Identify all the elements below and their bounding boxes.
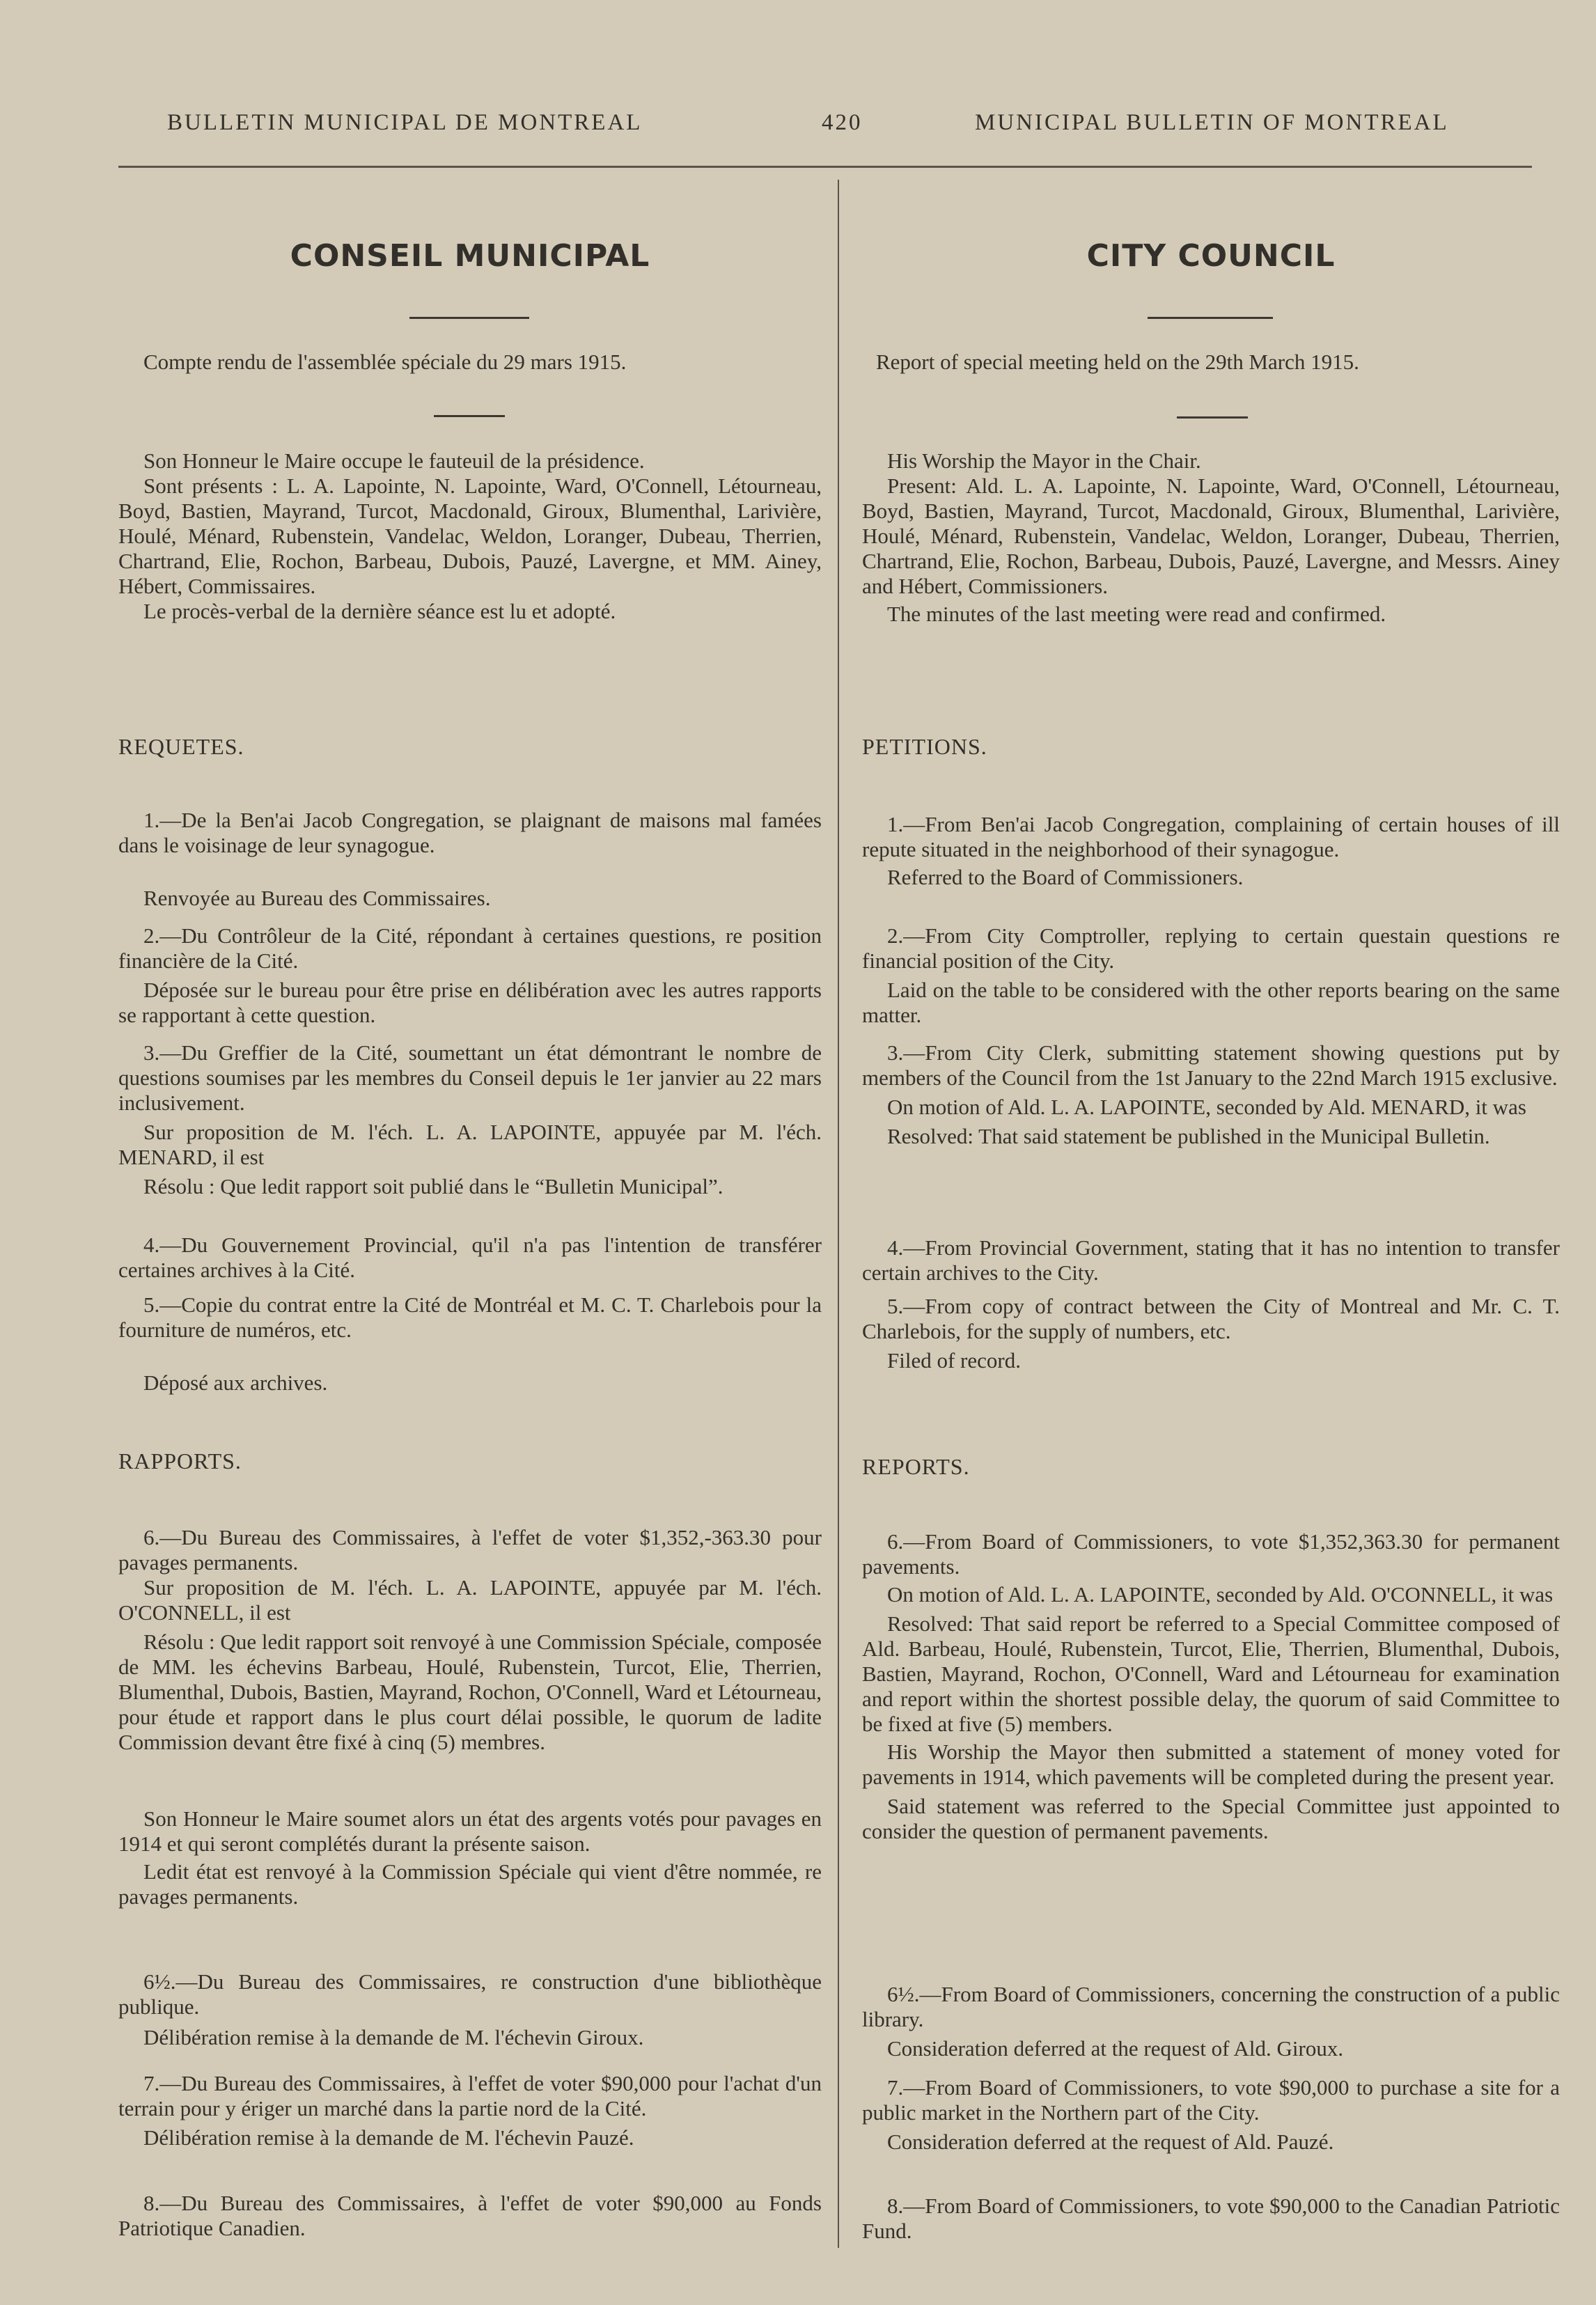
- english-president: His Worship the Mayor in the Chair.: [887, 448, 1201, 473]
- english-item-6-resolved: Resolved: That said report be referred to a Special Committee composed of Ald. Barbeau, Houlé, Rubenstein, Turcot, Elie, Therrien, Blumenthal, Dubois, Bastien, Mayrand, Rochon, O'Connell, Ward and Létourneau for examination and report within the shortest possible delay, the quorum of said Committee to be fixed at five (5) members.: [862, 1611, 1560, 1736]
- french-minutes: Le procès-verbal de la dernière séance est lu et adopté.: [143, 599, 616, 623]
- header-left-title: BULLETIN MUNICIPAL DE MONTREAL: [167, 110, 643, 135]
- french-item-7: 7.—Du Bureau des Commissaires, à l'effet de voter $90,000 pour l'achat d'un terrain pour y ériger un marché dans la partie nord de la Cité.: [118, 2071, 822, 2120]
- english-minutes: The minutes of the last meeting were read and confirmed.: [887, 602, 1386, 626]
- english-title-rule: [1148, 317, 1273, 319]
- english-item-7: 7.—From Board of Commissioners, to vote $90,000 to purchase a site for a public market in the Northern part of the City.: [862, 2075, 1560, 2125]
- french-item-3-motion: Sur proposition de M. l'éch. L. A. LAPOINTE, appuyée par M. l'éch. MENARD, il est: [118, 1120, 822, 1169]
- french-item-6-resolved: Résolu : Que ledit rapport soit renvoyé à une Commission Spéciale, composée de MM. les échevins Barbeau, Houlé, Rubenstein, Turcot, Elie, Therrien, Blumenthal, Dubois, Bastien, Mayrand, Rochon, O'Connell, Ward et Létourneau, pour étude et rapport dans le plus court délai possible, le quorum de ladite Commission devant être fixé à cinq (5) membres.: [118, 1630, 822, 1754]
- french-item-8: 8.—Du Bureau des Commissaires, à l'effet de voter $90,000 au Fonds Patriotique Canadien.: [118, 2191, 822, 2240]
- french-item-6-referred: Ledit état est renvoyé à la Commission Spéciale qui vient d'être nommée, re pavages permanents.: [118, 1859, 822, 1909]
- french-section-rapports: RAPPORTS.: [118, 1448, 242, 1474]
- french-attendance: [118, 448, 822, 624]
- english-item-3-motion: On motion of Ald. L. A. LAPOINTE, seconded by Ald. MENARD, it was: [887, 1095, 1526, 1119]
- english-section-petitions: PETITIONS.: [862, 734, 987, 759]
- french-subtitle-rule: [434, 415, 505, 417]
- english-item-6half-action: Consideration deferred at the request of Ald. Giroux.: [887, 2036, 1344, 2061]
- english-item-8: 8.—From Board of Commissioners, to vote $90,000 to the Canadian Patriotic Fund.: [862, 2194, 1560, 2243]
- french-item-7-action: Délibération remise à la demande de M. l'échevin Pauzé.: [143, 2125, 634, 2150]
- english-subtitle: Report of special meeting held on the 29th March 1915.: [876, 350, 1359, 374]
- french-subtitle: Compte rendu de l'assemblée spéciale du 29 mars 1915.: [143, 350, 627, 374]
- french-column: [118, 0, 822, 2305]
- english-item-5: 5.—From copy of contract between the City of Montreal and Mr. C. T. Charlebois, for the supply of numbers, etc.: [862, 1294, 1560, 1343]
- french-section-requetes: REQUETES.: [118, 734, 244, 759]
- english-title: CITY COUNCIL: [1086, 238, 1336, 274]
- page-number: 420: [822, 110, 863, 135]
- french-item-6half-action: Délibération remise à la demande de M. l'échevin Giroux.: [143, 2025, 644, 2049]
- french-item-3-resolved: Résolu : Que ledit rapport soit publié dans le “Bulletin Municipal”.: [143, 1174, 723, 1198]
- french-item-2-action: Déposée sur le bureau pour être prise en délibération avec les autres rapports se rapportant à cette question.: [118, 978, 822, 1027]
- english-item-2-action: Laid on the table to be considered with the other reports bearing on the same matter.: [862, 978, 1560, 1027]
- english-section-reports: REPORTS.: [862, 1454, 970, 1479]
- english-item-6half: 6½.—From Board of Commissioners, concerning the construction of a public library.: [862, 1982, 1560, 2031]
- french-item-3: 3.—Du Greffier de la Cité, soumettant un état démontrant le nombre de questions soumises par les membres du Conseil depuis le 1er janvier au 22 mars inclusivement.: [118, 1040, 822, 1115]
- french-item-2: 2.—Du Contrôleur de la Cité, répondant à certaines questions, re position financière de la Cité.: [118, 923, 822, 973]
- english-present: Present: Ald. L. A. Lapointe, N. Lapointe, Ward, O'Connell, Létourneau, Boyd, Bastien, Mayrand, Turcot, Macdonald, Giroux, Blumenthal, Larivière, Houlé, Ménard, Rubenstein, Vandelac, Weldon, Loranger, Dubeau, Therrien, Chartrand, Elie, Rochon, Barbeau, Dubois, Pauzé, Lavergne, and Messrs. Ainey and Hébert, Commissioners.: [862, 474, 1560, 598]
- french-item-5: 5.—Copie du contrat entre la Cité de Montréal et M. C. T. Charlebois pour la fourniture de numéros, etc.: [118, 1292, 822, 1342]
- french-title-rule: [409, 317, 529, 319]
- column-divider: [838, 180, 839, 2248]
- french-item-5-action: Déposé aux archives.: [143, 1370, 328, 1395]
- english-item-1: 1.—From Ben'ai Jacob Congregation, complaining of certain houses of ill repute situated in the neighborhood of their synagogue.: [862, 812, 1560, 861]
- french-present: Sont présents : L. A. Lapointe, N. Lapointe, Ward, O'Connell, Létourneau, Boyd, Bastien, Mayrand, Turcot, Macdonald, Giroux, Blumenthal, Larivière, Houlé, Ménard, Rubenstein, Vandelac, Weldon, Loranger, Dubeau, Therrien, Chartrand, Elie, Rochon, Barbeau, Dubois, Pauzé, Lavergne, et MM. Ainey, Hébert, Commissaires.: [118, 474, 822, 598]
- english-item-3: 3.—From City Clerk, submitting statement showing questions put by members of the Council from the 1st January to the 22nd March 1915 exclusive.: [862, 1040, 1560, 1090]
- english-item-2: 2.—From City Comptroller, replying to certain questain questions re financial position of the City.: [862, 923, 1560, 973]
- french-item-6half: 6½.—Du Bureau des Commissaires, re construction d'une bibliothèque publique.: [118, 1969, 822, 2019]
- french-title: CONSEIL MUNICIPAL: [290, 238, 650, 274]
- french-item-4: 4.—Du Gouvernement Provincial, qu'il n'a pas l'intention de transférer certaines archives à la Cité.: [118, 1233, 822, 1282]
- english-item-7-action: Consideration deferred at the request of Ald. Pauzé.: [887, 2130, 1334, 2154]
- english-item-4: 4.—From Provincial Government, stating that it has no intention to transfer certain archives to the City.: [862, 1235, 1560, 1285]
- english-item-1-action: Referred to the Board of Commissioners.: [887, 865, 1244, 889]
- french-item-6-mayor: Son Honneur le Maire soumet alors un état des argents votés pour pavages en 1914 et qui seront complétés durant la présente saison.: [118, 1806, 822, 1856]
- french-item-1-action: Renvoyée au Bureau des Commissaires.: [143, 886, 491, 910]
- french-item-6: 6.—Du Bureau des Commissaires, à l'effet de voter $1,352,-363.30 pour pavages permanents.: [118, 1525, 822, 1575]
- english-item-6: 6.—From Board of Commissioners, to vote $1,352,363.30 for permanent pavements.: [862, 1529, 1560, 1579]
- header-right-title: MUNICIPAL BULLETIN OF MONTREAL: [975, 110, 1449, 135]
- french-president: Son Honneur le Maire occupe le fauteuil de la présidence.: [143, 448, 645, 473]
- english-item-6-mayor: His Worship the Mayor then submitted a statement of money voted for pavements in 1914, which pavements will be completed during the present year.: [862, 1740, 1560, 1789]
- english-item-6-motion: On motion of Ald. L. A. LAPOINTE, seconded by Ald. O'CONNELL, it was: [887, 1582, 1554, 1607]
- english-column: [862, 0, 1560, 2305]
- french-item-6-motion: Sur proposition de M. l'éch. L. A. LAPOINTE, appuyée par M. l'éch. O'CONNELL, il est: [118, 1575, 822, 1625]
- english-item-5-action: Filed of record.: [887, 1348, 1021, 1373]
- english-subtitle-rule: [1177, 416, 1248, 419]
- english-item-3-resolved: Resolved: That said statement be published in the Municipal Bulletin.: [887, 1124, 1490, 1148]
- french-item-1: 1.—De la Ben'ai Jacob Congregation, se plaignant de maisons mal famées dans le voisinage de leur synagogue.: [118, 808, 822, 857]
- english-item-6-referred: Said statement was referred to the Special Committee just appointed to consider the question of permanent pavements.: [862, 1794, 1560, 1843]
- english-attendance: [862, 448, 1560, 627]
